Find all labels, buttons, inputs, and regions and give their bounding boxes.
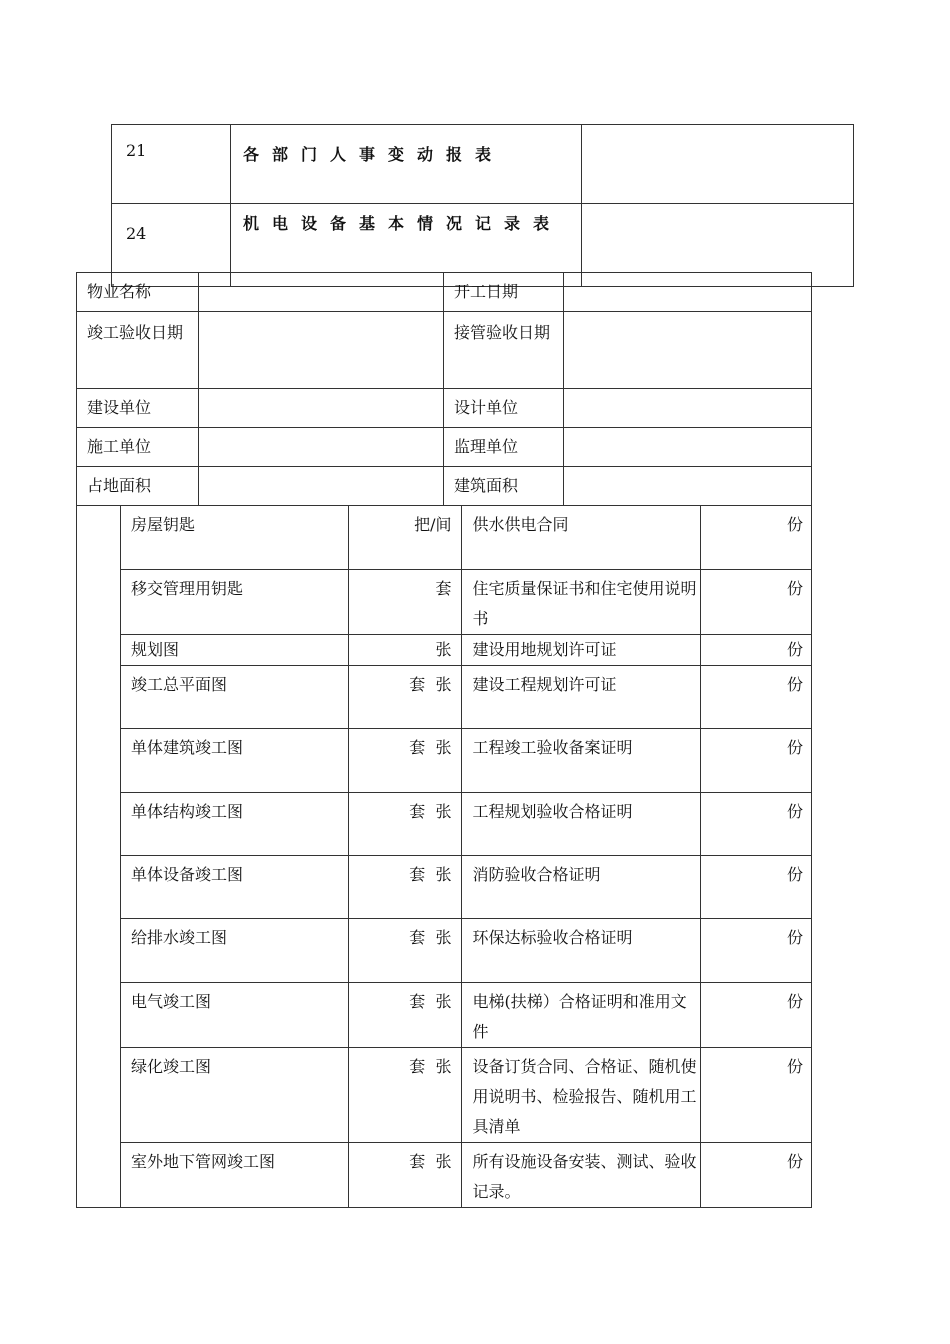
drawing-name: 电气竣工图 <box>121 983 349 1048</box>
field-value[interactable] <box>198 273 443 312</box>
table-row <box>77 570 812 635</box>
document-name: 环保达标验收合格证明 <box>462 919 700 983</box>
document-unit: 份 <box>700 506 811 570</box>
field-label: 占地面积 <box>77 467 199 506</box>
document-name: 工程规划验收合格证明 <box>462 793 700 856</box>
document-unit: 份 <box>700 1143 811 1208</box>
field-label: 物业名称 <box>77 273 199 312</box>
table-row <box>77 1143 812 1208</box>
drawing-unit: 张 <box>349 635 462 666</box>
field-label: 建设单位 <box>77 389 199 428</box>
document-name: 所有设施设备安装、测试、验收记录。 <box>462 1143 700 1208</box>
document-name: 消防验收合格证明 <box>462 856 700 919</box>
table-row <box>77 312 812 389</box>
document-unit: 份 <box>700 793 811 856</box>
drawing-unit: 套 张 <box>349 856 462 919</box>
document-unit: 份 <box>700 983 811 1048</box>
handover-checklist-table <box>76 505 812 1208</box>
document-unit: 份 <box>700 666 811 729</box>
document-name: 设备订货合同、合格证、随机使用说明书、检验报告、随机用工具清单 <box>462 1048 700 1143</box>
table-row <box>77 1048 812 1143</box>
field-value[interactable] <box>563 273 811 312</box>
field-value[interactable] <box>198 467 443 506</box>
drawing-name: 单体设备竣工图 <box>121 856 349 919</box>
drawing-name: 室外地下管网竣工图 <box>121 1143 349 1208</box>
table-row <box>77 635 812 666</box>
document-unit: 份 <box>700 635 811 666</box>
field-value[interactable] <box>563 467 811 506</box>
field-label: 建筑面积 <box>443 467 563 506</box>
drawing-unit: 套 <box>349 570 462 635</box>
row-extra <box>582 125 854 204</box>
report-title: 各部门人事变动报表 <box>231 125 582 204</box>
table-row <box>77 467 812 506</box>
table-row <box>77 506 812 570</box>
drawing-name: 房屋钥匙 <box>121 506 349 570</box>
field-label: 设计单位 <box>443 389 563 428</box>
field-value[interactable] <box>198 428 443 467</box>
table-row <box>77 983 812 1048</box>
field-label: 接管验收日期 <box>443 312 563 389</box>
field-value[interactable] <box>563 428 811 467</box>
document-unit: 份 <box>700 856 811 919</box>
document-unit: 份 <box>700 919 811 983</box>
table-row <box>77 856 812 919</box>
drawing-unit: 套 张 <box>349 666 462 729</box>
document-unit: 份 <box>700 1048 811 1143</box>
table-row <box>77 793 812 856</box>
table-row <box>77 428 812 467</box>
drawing-name: 单体建筑竣工图 <box>121 729 349 793</box>
document-name: 建设工程规划许可证 <box>462 666 700 729</box>
drawing-name: 规划图 <box>121 635 349 666</box>
document-unit: 份 <box>700 729 811 793</box>
drawing-unit: 把/间 <box>349 506 462 570</box>
document-name: 住宅质量保证书和住宅使用说明书 <box>462 570 700 635</box>
table-row <box>112 125 854 204</box>
field-label: 监理单位 <box>443 428 563 467</box>
drawing-unit: 套 张 <box>349 793 462 856</box>
property-info-table <box>76 272 812 506</box>
drawing-unit: 套 张 <box>349 1143 462 1208</box>
report-title: 机电设备基本情况记录表 <box>231 204 582 287</box>
drawing-unit: 套 张 <box>349 729 462 793</box>
document-unit: 份 <box>700 570 811 635</box>
drawing-name: 绿化竣工图 <box>121 1048 349 1143</box>
drawing-name: 单体结构竣工图 <box>121 793 349 856</box>
field-value[interactable] <box>563 389 811 428</box>
field-label: 开工日期 <box>443 273 563 312</box>
table-row <box>77 729 812 793</box>
table-row <box>77 666 812 729</box>
drawing-name: 移交管理用钥匙 <box>121 570 349 635</box>
checklist-side-column <box>77 506 121 1208</box>
document-name: 供水供电合同 <box>462 506 700 570</box>
document-name: 建设用地规划许可证 <box>462 635 700 666</box>
document-name: 工程竣工验收备案证明 <box>462 729 700 793</box>
field-value[interactable] <box>563 312 811 389</box>
drawing-unit: 套 张 <box>349 1048 462 1143</box>
field-value[interactable] <box>198 312 443 389</box>
drawing-unit: 套 张 <box>349 983 462 1048</box>
document-name: 电梯(扶梯）合格证明和准用文件 <box>462 983 700 1048</box>
row-number: 21 <box>112 125 231 204</box>
report-index-table <box>111 124 854 287</box>
table-row <box>77 919 812 983</box>
table-row <box>77 389 812 428</box>
drawing-unit: 套 张 <box>349 919 462 983</box>
drawing-name: 给排水竣工图 <box>121 919 349 983</box>
drawing-name: 竣工总平面图 <box>121 666 349 729</box>
field-label: 施工单位 <box>77 428 199 467</box>
table-row <box>77 273 812 312</box>
field-label: 竣工验收日期 <box>77 312 199 389</box>
field-value[interactable] <box>198 389 443 428</box>
row-number: 24 <box>112 204 231 287</box>
